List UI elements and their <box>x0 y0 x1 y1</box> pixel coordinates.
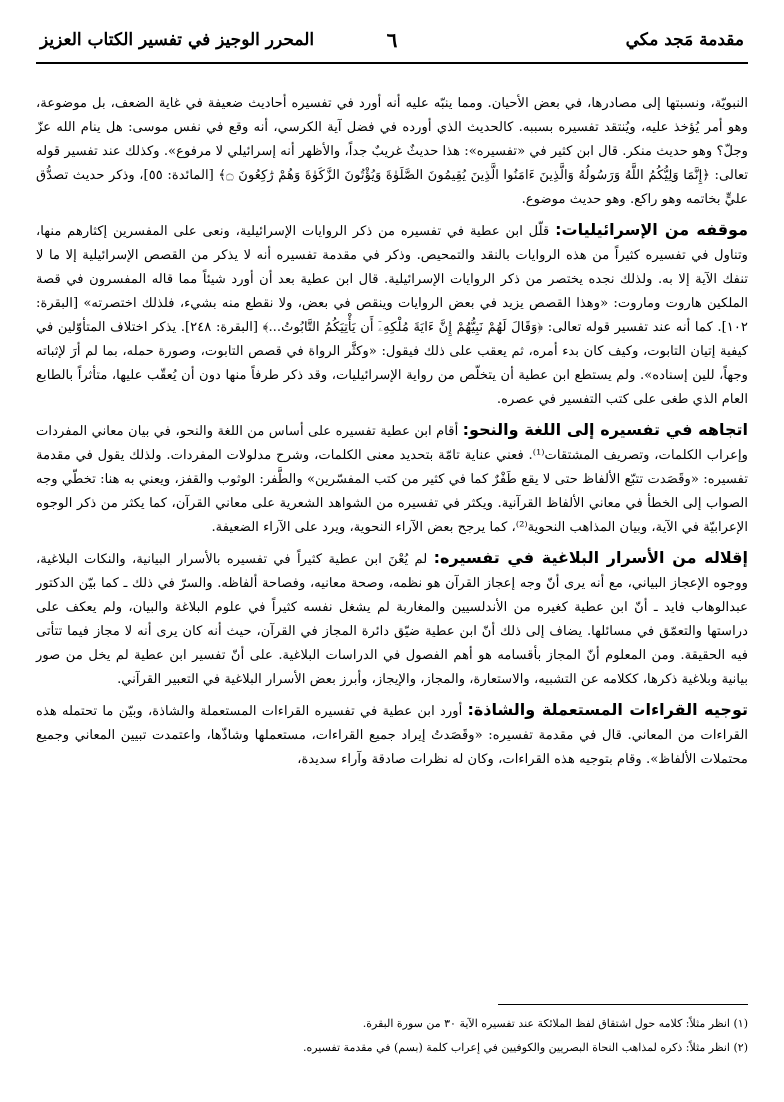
footnote-2: (٢) انظر مثلاً: ذكره لمذاهب النحاة البصريين والكوفيين في إعراب كلمة (بسم) في مقدمة تفسيره. <box>302 1041 748 1054</box>
main-text <box>36 92 748 778</box>
section-qiraat <box>36 698 748 772</box>
page-number: ٦ <box>386 28 398 52</box>
section-body: لم يُعْنَ ابن عطية كثيراً في تفسيره بالأسرار البيانية، والنكات البلاغية، ووجوه الإعجاز البياني، مع أنه يرى أنّ وجه إعجاز القرآن هو نظمه، وصحة معانيه، وفصاحة ألفاظه. والسرّ في ذلك ـ كما بيّن الدكتور عبدالوهاب فايد ـ أنّ ابن عطية كغيره من الأندلسيين والمغاربة لم يشغل نفسه كثيراً في علوم البلاغة والبيان، ولم يعكف على دراستها والتعمّق في مسائلها. يضاف إلى ذلك أنّ ابن عطية ضيّق دائرة المجاز في القرآن، حيث أنه كان يرى أنه لا مجاز فيما تتأتى فيه الحقيقة. ومن المعلوم أنّ المجاز بأقسامه هو أهم الفصول في الدراسات البلاغية. على أنّ تفسير ابن عطية لم يخل من صور بيانية وبلاغية ذكرها، ككلامه عن التشبيه، والاستعارة، والمجاز، والإيجاز، وأبرز بعض الأسرار البلاغية في التعبير القرآني. <box>36 552 748 687</box>
section-heading: إقلاله من الأسرار البلاغية في تفسيره: <box>433 548 748 567</box>
section-heading: توجيه القراءات المستعملة والشاذة: <box>467 700 748 719</box>
section-body: أقام ابن عطية تفسيره على أساس من اللغة والنحو، في بيان معاني المفردات وإعراب الكلمات، وتصريف المشتقات⁽¹⁾. فعني عناية تامّة بتحديد معنى الكلمات، وشرح مدلولات المفردات. ولذلك يقول في مقدمة تفسيره: «وقَصَدت تتبّع الألفاظ حتى لا يقع طَفْرٌ كما في كثير من كتب المفسّرين» والطَّفر: الوثوب والقفز، ويعني به هنا: تخطّي وجه الصواب إلى الخطأ في معاني الألفاظ القرآنية. ويكثر في تفسيره من الشواهد الشعرية على معاني القرآن، كما يكثر من ذكر الوجوه الإعرابيّة في الآية، وبيان المذاهب النحوية⁽²⁾، كما يرجح بعض الآراء النحوية، ويرد على الآراء الضعيفة. <box>36 424 748 535</box>
section-heading: اتجاهه في تفسيره إلى اللغة والنحو: <box>462 420 749 439</box>
section-body: أورد ابن عطية في تفسيره القراءات المستعملة والشاذة، وبيّن ما تحتمله هذه القراءات من المعاني. قال في مقدمة تفسيره: «وقَصَدتُ إيراد جميع القراءات، مستعملها وشاذّها، واعتمدت تبيين المعاني وجميع محتملات الألفاظ». وقام بتوجيه هذه القراءات، وكان له نظرات صادقة وآراء سديدة، <box>36 704 748 767</box>
footnote-divider <box>498 1004 748 1005</box>
intro-paragraph: النبويّة، ونسبتها إلى مصادرها، في بعض الأحيان. ومما ينبّه عليه أنه أورد في تفسيره أحاديث ضعيفة في غاية الضعف، بل موضوعة، وهو أمر يُؤخذ عليه، ويُنتقد تفسيره بسببه. كالحديث الذي أورده في فضل آية الكرسي، أنه وقع في نفس موسى: هل ينام الله عزّ وجلّ؟ وهو حديث منكر. قال ابن كثير في «تفسيره»: هذا حديثٌ غريبٌ جداً، والأظهر أنه إسرائيلي لا مرفوع». وكذلك عند تفسير قوله تعالى: ﴿إِنَّمَا وَلِيُّكُمُ اللَّهُ وَرَسُولُهُ وَالَّذِينَ ءَامَنُوا الَّذِينَ يُقِيمُونَ الصَّلَوٰةَ وَيُؤْتُونَ الزَّكَوٰةَ وَهُمْ رَٰكِعُونَ ۝﴾ [المائدة: ٥٥]، وذكر حديث تصدُّق عليٍّ بخاتمه وهو راكع. وهو حديث موضوع. <box>36 96 749 207</box>
section-israiliyyat <box>36 218 748 412</box>
section-heading: موقفه من الإسرائيليات: <box>555 220 748 239</box>
header-book-title: المحرر الوجيز في تفسير الكتاب العزيز <box>40 30 315 50</box>
footnote-1: (١) انظر مثلاً: كلامه حول اشتقاق لفظ الملائكة عند تفسيره الآية ٣٠ من سورة البقرة. <box>362 1017 748 1030</box>
section-language-grammar <box>36 418 748 540</box>
running-header <box>36 28 748 64</box>
section-body: قلّل ابن عطية في تفسيره من ذكر الروايات الإسرائيلية، ونعى على المفسرين إكثارهم منها، وتناول في تفسيره كثيراً من هذه الروايات بالنقد والتمحيص. وذكر في مقدمة تفسيره أنه لا يذكر من القصص الإسرائيلية إلا ما لا تنفك الآية إلا به. ولذلك نجده يختصر من ذكر الروايات الإسرائيلية. قال ابن عطية بعد أن أورد شيئاً مما قاله المفسرون في قصة الملكين هاروت وماروت: «وهذا القصص يزيد في بعض الروايات وينقص في بعض، ولا نقطع منه بشيء، فلذلك اختصرته» [البقرة: ١٠٢]. كما أنه عند تفسير قوله تعالى: ﴿وَقَالَ لَهُمْ نَبِيُّهُمْ إِنَّ ءَايَةَ مُلْكِهِۦٓ أَن يَأْتِيَكُمُ التَّابُوتُ...﴾ [البقرة: ٢٤٨]. يذكر اختلاف المتأوّلين في كيفية إتيان التابوت، وكيف كان بدء أمره، ثم يعقب على ذلك فيقول: «وكثَّر الرواة في قصص التابوت، وصورة حمله، بما لم أرَ لإثباته وجهاً، للين إسناده». ولم يستطع ابن عطية أن يتخلّص من رواية الإسرائيليات، وقد ذكر طرفاً منها دون أن يُعقّب عليها، متأثراً بالطابع العام الذي طغى على كتب التفسير في عصره. <box>36 224 748 407</box>
section-rhetoric <box>36 546 748 692</box>
footnotes <box>36 1012 748 1060</box>
header-author-title: مقدمة مَجد مكي <box>625 30 744 50</box>
